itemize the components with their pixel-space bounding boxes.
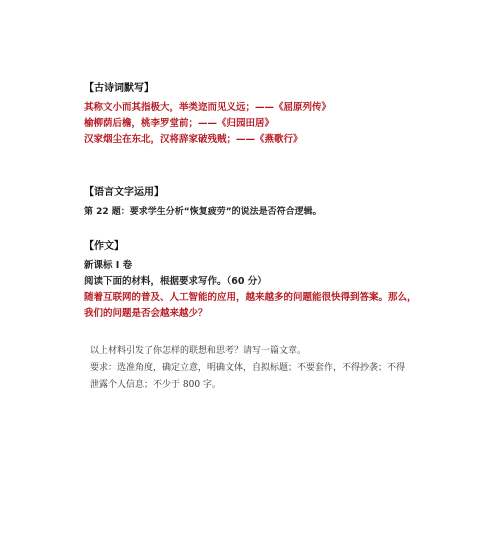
prompt-line: 以上材料引发了你怎样的联想和思考？请写一篇文章。 <box>90 346 307 356</box>
poetry-line: 榆柳荫后檐，桃李罗堂前；——《归园田居》 <box>84 118 275 129</box>
essay-material: 我们的问题是否会越来越少？ <box>84 308 208 319</box>
language-question: 第 22 题：要求学生分析“恢复疲劳”的说法是否符合逻辑。 <box>84 207 322 217</box>
essay-material: 随着互联网的普及、人工智能的应用，越来越多的问题能很快得到答案。那么， <box>84 292 417 303</box>
essay-instruction: 阅读下面的材料，根据要求写作。（60 分） <box>84 276 267 287</box>
poetry-line: 其称文小而其指极大，举类迩而见义远；——《屈原列传》 <box>84 102 332 113</box>
essay-section <box>84 240 476 322</box>
essay-subheading: 新课标 I 卷 <box>84 260 133 271</box>
poetry-line: 汉家烟尘在东北，汉将辞家破残贼；——《燕歌行》 <box>84 134 303 145</box>
language-section <box>84 186 476 220</box>
prompt-line: 泄露个人信息；不少于 800 字。 <box>90 380 221 390</box>
poetry-section <box>84 82 476 148</box>
language-heading: 【语言文字运用】 <box>84 187 164 198</box>
essay-heading: 【作文】 <box>84 241 124 252</box>
prompt-line: 要求：选准角度，确定立意，明确文体，自拟标题；不要套作，不得抄袭；不得 <box>90 363 406 373</box>
poetry-heading: 【古诗词默写】 <box>84 83 154 94</box>
essay-prompt <box>90 343 476 394</box>
